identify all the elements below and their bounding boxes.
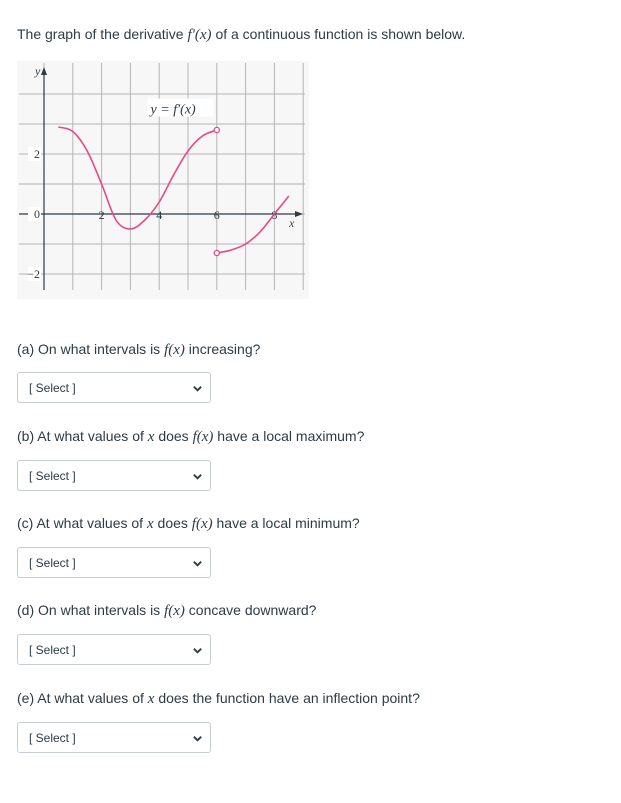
- question-e-prefix: At what values of: [37, 690, 144, 706]
- y-tick-label: 0: [34, 207, 40, 221]
- question-a-label: (a): [17, 341, 35, 357]
- graph-svg: [17, 61, 309, 299]
- y-tick-label: −2: [27, 267, 40, 281]
- question-b-select-value: [ Select ]: [29, 468, 76, 483]
- question-b-label: (b): [17, 428, 35, 444]
- y-tick-label: 2: [34, 147, 40, 161]
- chevron-down-icon: [192, 733, 203, 744]
- question-e-variable: x: [147, 691, 155, 707]
- graph-title: y = f′(x): [150, 102, 196, 118]
- y-axis-label: y: [35, 64, 41, 78]
- question-d-function: f(x): [164, 603, 185, 619]
- question-a-suffix: increasing?: [188, 341, 261, 357]
- problem-intro: [17, 26, 465, 44]
- question-d: [17, 602, 316, 620]
- question-c-select[interactable]: [17, 547, 211, 578]
- question-d-select[interactable]: [17, 634, 211, 665]
- question-e: [17, 690, 420, 708]
- intro-text-after: of a continuous function is shown below.: [215, 26, 466, 42]
- question-b-mid: does: [158, 428, 189, 444]
- question-d-select-value: [ Select ]: [29, 642, 76, 657]
- question-e-select[interactable]: [17, 722, 211, 753]
- question-c-mid: does: [157, 515, 188, 531]
- chevron-down-icon: [192, 558, 203, 569]
- derivative-graph: [17, 61, 309, 299]
- question-c-variable: x: [146, 516, 154, 532]
- chevron-down-icon: [192, 383, 203, 394]
- x-tick-label: 4: [156, 208, 163, 222]
- question-c-suffix: have a local minimum?: [216, 515, 360, 531]
- question-c-function: f(x): [191, 516, 213, 532]
- question-a-select[interactable]: [17, 372, 211, 403]
- question-b: [17, 428, 364, 446]
- question-c-select-value: [ Select ]: [29, 555, 76, 570]
- question-d-label: (d): [17, 602, 35, 618]
- x-tick-label: 2: [98, 208, 105, 222]
- question-c-prefix: At what values of: [36, 515, 144, 531]
- question-b-prefix: At what values of: [37, 428, 144, 444]
- x-axis-label: x: [289, 216, 295, 230]
- question-c: [17, 515, 360, 533]
- question-a-prefix: On what intervals is: [38, 341, 161, 357]
- question-b-suffix: have a local maximum?: [217, 428, 365, 444]
- intro-function: f′(x): [187, 27, 212, 43]
- intro-text-before: The graph of the derivative: [17, 26, 184, 42]
- question-e-suffix: does the function have an inflection point?: [158, 690, 420, 706]
- question-d-prefix: On what intervals is: [38, 602, 161, 618]
- x-tick-label: 6: [213, 208, 220, 222]
- question-e-label: (e): [17, 690, 35, 706]
- question-b-function: f(x): [192, 429, 214, 445]
- question-a-select-value: [ Select ]: [29, 380, 76, 395]
- x-tick-label: 8: [271, 208, 278, 222]
- question-c-label: (c): [17, 515, 34, 531]
- question-a-function: f(x): [164, 342, 185, 358]
- question-b-select[interactable]: [17, 460, 211, 491]
- open-point: [214, 250, 219, 255]
- graph-background: [17, 61, 309, 299]
- chevron-down-icon: [192, 471, 203, 482]
- question-d-suffix: concave downward?: [188, 602, 317, 618]
- question-e-select-value: [ Select ]: [29, 730, 76, 745]
- chevron-down-icon: [192, 645, 203, 656]
- question-a: [17, 341, 260, 359]
- question-b-variable: x: [147, 429, 155, 445]
- open-point: [214, 127, 219, 132]
